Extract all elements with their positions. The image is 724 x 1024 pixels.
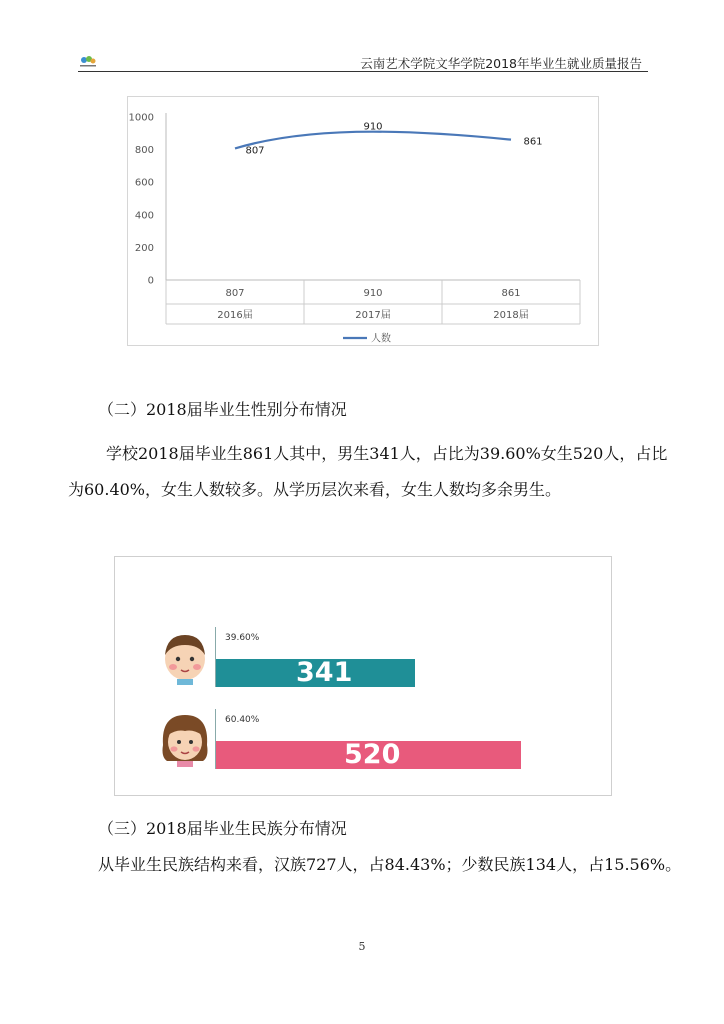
- section2-heading: （二）2018届毕业生性别分布情况: [98, 400, 347, 419]
- x-category-label: 2018届: [493, 310, 529, 321]
- data-label: 807: [245, 145, 265, 157]
- male-row: [115, 627, 611, 697]
- header-title: 云南艺术学院文华学院2018年毕业生就业质量报告: [360, 56, 642, 71]
- y-tick-label: 1000: [128, 112, 154, 124]
- male-count: 341: [296, 657, 353, 688]
- series-line-renshu: [235, 132, 511, 149]
- female-row: [115, 709, 611, 779]
- y-tick-label: 200: [134, 242, 154, 254]
- data-label: 861: [523, 136, 543, 148]
- legend-label: 人数: [371, 333, 391, 345]
- graduates-line-chart: [127, 96, 599, 346]
- y-tick-label: 600: [134, 177, 154, 189]
- y-tick-label: 400: [134, 210, 154, 222]
- table-value-cell: 861: [501, 288, 521, 299]
- female-percentage: 60.40%: [225, 715, 260, 725]
- data-label: 910: [363, 121, 383, 133]
- table-value-cell: 807: [225, 288, 245, 299]
- boy-face-icon: [159, 629, 211, 685]
- x-category-label: 2017届: [355, 310, 391, 321]
- girl-face-icon: [159, 711, 211, 767]
- gender-infographic: [114, 556, 612, 796]
- section3-paragraph: 从毕业生民族结构来看，汉族727人，占84.43%；少数民族134人，占15.56%。: [98, 855, 682, 874]
- male-bar: [216, 659, 415, 687]
- x-category-label: 2016届: [217, 310, 253, 321]
- page-header: [78, 52, 648, 74]
- female-count: 520: [344, 739, 401, 770]
- section3-heading: （三）2018届毕业生民族分布情况: [98, 819, 347, 838]
- line-chart-svg: [128, 97, 598, 345]
- header-divider: [78, 71, 648, 72]
- female-bar: [216, 741, 521, 769]
- page-number: 5: [358, 940, 366, 953]
- male-percentage: 39.60%: [225, 633, 260, 643]
- table-value-cell: 910: [363, 288, 383, 299]
- section2-paragraph: 学校2018届毕业生861人其中，男生341人，占比为39.60%女生520人，占比为60.40%，女生人数较多。从学历层次来看，女生人数均多余男生。: [68, 444, 668, 499]
- y-tick-label: 800: [134, 145, 154, 157]
- school-logo-icon: [78, 54, 98, 68]
- y-tick-label: 0: [147, 275, 154, 287]
